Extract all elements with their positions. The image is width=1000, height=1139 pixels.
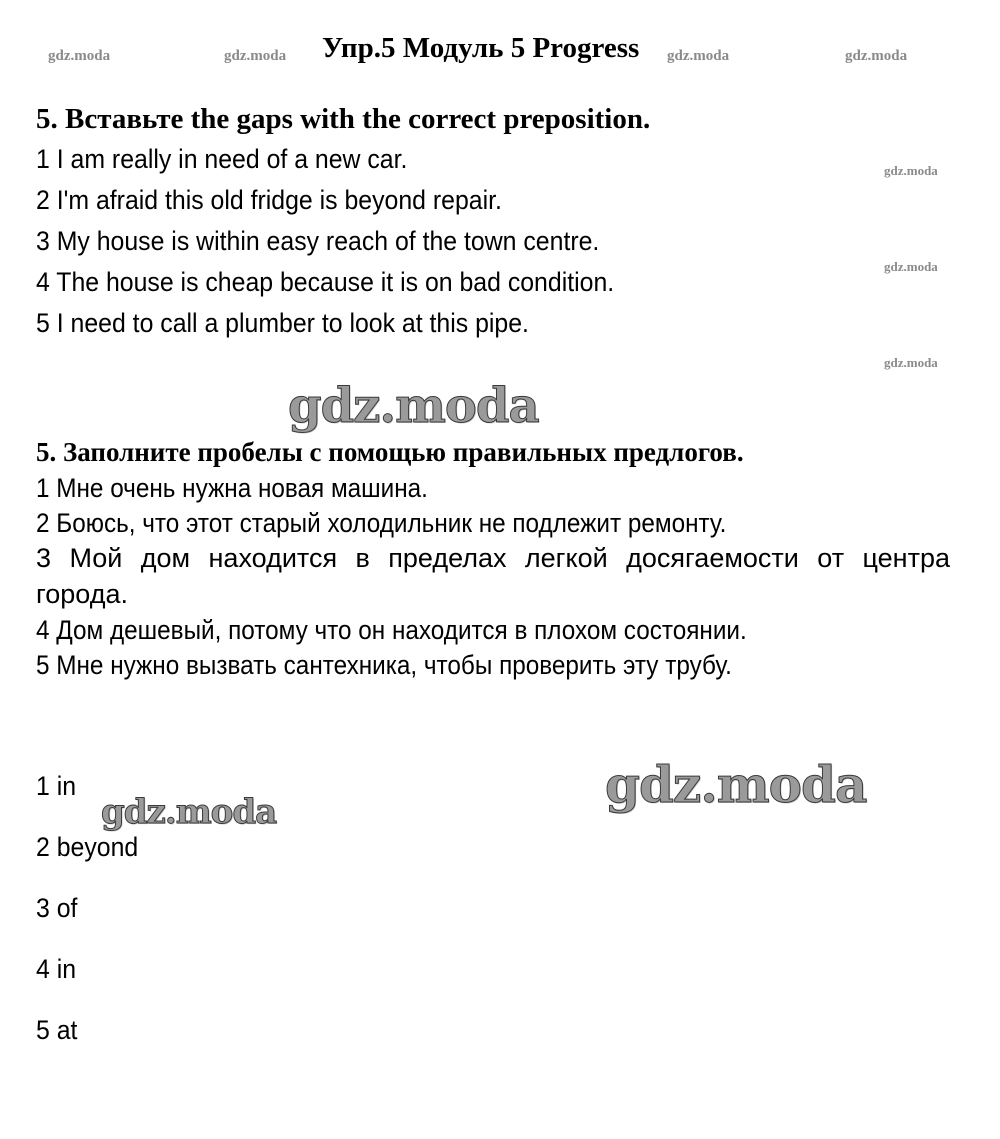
russian-sentence-4: 4 Дом дешевый, потому что он находится в плохом состоянии. — [36, 615, 747, 645]
watermark: gdz.moda — [667, 48, 730, 64]
russian-sentence-3: 3 Мой дом находится в пределах легкой досягаемости от центра города. — [36, 543, 950, 609]
watermark-large: gdz.moda — [605, 755, 867, 814]
exercise-heading-english: 5. Вставьте the gaps with the correct preposition. — [36, 103, 651, 135]
answer-2: 2 beyond — [36, 832, 139, 862]
answer-5: 5 at — [36, 1015, 78, 1045]
russian-sentence-5: 5 Мне нужно вызвать сантехника, чтобы проверить эту трубу. — [36, 650, 732, 680]
answer-4: 4 in — [36, 954, 77, 984]
english-sentence-2: 2 I'm afraid this old fridge is beyond repair. — [36, 185, 502, 215]
watermark: gdz.moda — [884, 163, 938, 178]
watermark-large: gdz.moda — [288, 378, 539, 434]
russian-sentence-2: 2 Боюсь, что этот старый холодильник не подлежит ремонту. — [36, 508, 727, 538]
watermark: gdz.moda — [224, 48, 287, 64]
english-sentence-1: 1 I am really in need of a new car. — [36, 144, 408, 174]
watermark-large: gdz.moda — [101, 792, 277, 832]
english-sentence-5: 5 I need to call a plumber to look at this pipe. — [36, 308, 529, 338]
english-sentence-4: 4 The house is cheap because it is on bad condition. — [36, 267, 615, 297]
watermark: gdz.moda — [884, 355, 938, 370]
watermark: gdz.moda — [845, 48, 908, 64]
answer-3: 3 of — [36, 893, 78, 923]
watermark: gdz.moda — [884, 259, 938, 274]
english-sentence-3: 3 My house is within easy reach of the town centre. — [36, 226, 600, 256]
answer-1: 1 in — [36, 771, 77, 801]
exercise-heading-russian: 5. Заполните пробелы с помощью правильных предлогов. — [36, 437, 744, 467]
page-title: Упр.5 Модуль 5 Progress — [322, 32, 640, 64]
russian-sentence-1: 1 Мне очень нужна новая машина. — [36, 473, 428, 503]
watermark: gdz.moda — [48, 48, 111, 64]
